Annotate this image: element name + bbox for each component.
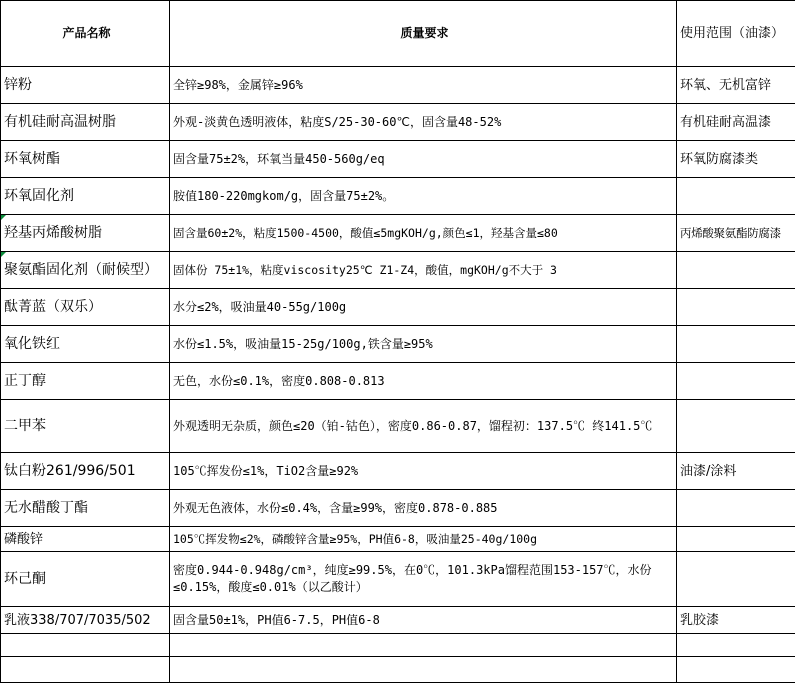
- quality-cell: 水份≤1.5%，吸油量15-25g/100g,铁含量≥95%: [170, 326, 677, 363]
- quality-cell: 全锌≥98%，金属锌≥96%: [170, 67, 677, 104]
- table-row: [1, 400, 795, 453]
- usage-cell: [677, 552, 795, 607]
- usage-cell: [677, 326, 795, 363]
- usage-cell: 乳胶漆: [677, 607, 795, 634]
- usage-cell: [677, 178, 795, 215]
- table-row: [1, 527, 795, 552]
- usage-cell: 环氧、无机富锌: [677, 67, 795, 104]
- product-name-cell: 氧化铁红: [1, 326, 170, 363]
- quality-cell: 固体份 75±1%，粘度viscosity25℃ Z1-Z4，酸值，mgKOH/g不大于 3: [170, 252, 677, 289]
- table-row: [1, 490, 795, 527]
- product-name-cell: 正丁醇: [1, 363, 170, 400]
- usage-cell: 油漆/涂料: [677, 453, 795, 490]
- header-quality-requirement: 质量要求: [170, 1, 677, 67]
- empty-row: [1, 634, 795, 657]
- product-name-cell: 聚氨酯固化剂（耐候型）: [1, 252, 170, 289]
- quality-cell: 固含量50±1%，PH值6-7.5，PH值6-8: [170, 607, 677, 634]
- product-name-cell: 锌粉: [1, 67, 170, 104]
- header-row: [1, 1, 795, 67]
- product-name-cell: 无水醋酸丁酯: [1, 490, 170, 527]
- quality-cell: 固含量75±2%，环氧当量450-560g/eq: [170, 141, 677, 178]
- table-row: [1, 215, 795, 252]
- usage-cell: [677, 490, 795, 527]
- product-name-cell: 环氧树酯: [1, 141, 170, 178]
- usage-cell: [677, 363, 795, 400]
- product-name-cell: 磷酸锌: [1, 527, 170, 552]
- table-row: [1, 326, 795, 363]
- table-row: [1, 453, 795, 490]
- header-product-name: 产品名称: [1, 1, 170, 67]
- empty-cell: [677, 634, 795, 657]
- product-name-cell: 羟基丙烯酸树脂: [1, 215, 170, 252]
- table-row: [1, 104, 795, 141]
- table-row: [1, 141, 795, 178]
- quality-cell: 外观-淡黄色透明液体，粘度S/25-30-60℃，固含量48-52%: [170, 104, 677, 141]
- table-row: [1, 289, 795, 326]
- usage-cell: 有机硅耐高温漆: [677, 104, 795, 141]
- quality-cell: 外观无色液体，水份≤0.4%，含量≥99%，密度0.878-0.885: [170, 490, 677, 527]
- usage-cell: [677, 252, 795, 289]
- table-row: [1, 178, 795, 215]
- usage-cell: [677, 400, 795, 453]
- usage-cell: 丙烯酸聚氨酯防腐漆: [677, 215, 795, 252]
- usage-cell: 环氧防腐漆类: [677, 141, 795, 178]
- empty-cell: [1, 657, 170, 683]
- header-usage-range: 使用范围（油漆）: [677, 1, 795, 67]
- empty-row: [1, 657, 795, 683]
- quality-cell: 水分≤2%，吸油量40-55g/100g: [170, 289, 677, 326]
- table-row: [1, 607, 795, 634]
- product-name-cell: 环氧固化剂: [1, 178, 170, 215]
- empty-cell: [170, 657, 677, 683]
- empty-cell: [170, 634, 677, 657]
- empty-cell: [1, 634, 170, 657]
- quality-cell: 密度0.944-0.948g/cm³，纯度≥99.5%，在0℃，101.3kPa馏程范围153-157℃，水份≤0.15%，酸度≤0.01%（以乙酸计）: [170, 552, 677, 607]
- product-name-cell: 钛白粉261/996/501: [1, 453, 170, 490]
- table-row: [1, 67, 795, 104]
- empty-cell: [677, 657, 795, 683]
- table-row: [1, 252, 795, 289]
- usage-cell: [677, 527, 795, 552]
- usage-cell: [677, 289, 795, 326]
- table-row: [1, 552, 795, 607]
- quality-cell: 无色，水份≤0.1%，密度0.808-0.813: [170, 363, 677, 400]
- product-name-cell: 酞菁蓝（双乐）: [1, 289, 170, 326]
- product-name-cell: 乳液338/707/7035/502: [1, 607, 170, 634]
- quality-cell: 外观透明无杂质，颜色≤20（铂-钴色），密度0.86-0.87，馏程初：137.5℃ 终141.5℃: [170, 400, 677, 453]
- table-row: [1, 363, 795, 400]
- quality-cell: 105℃挥发份≤1%，TiO2含量≥92%: [170, 453, 677, 490]
- product-name-cell: 环己酮: [1, 552, 170, 607]
- quality-cell: 胺值180-220mgkom/g，固含量75±2%。: [170, 178, 677, 215]
- quality-cell: 固含量60±2%，粘度1500-4500，酸值≤5mgKOH/g,颜色≤1，羟基含量≤80: [170, 215, 677, 252]
- product-name-cell: 二甲苯: [1, 400, 170, 453]
- quality-cell: 105℃挥发物≤2%，磷酸锌含量≥95%，PH值6-8，吸油量25-40g/100g: [170, 527, 677, 552]
- product-name-cell: 有机硅耐高温树脂: [1, 104, 170, 141]
